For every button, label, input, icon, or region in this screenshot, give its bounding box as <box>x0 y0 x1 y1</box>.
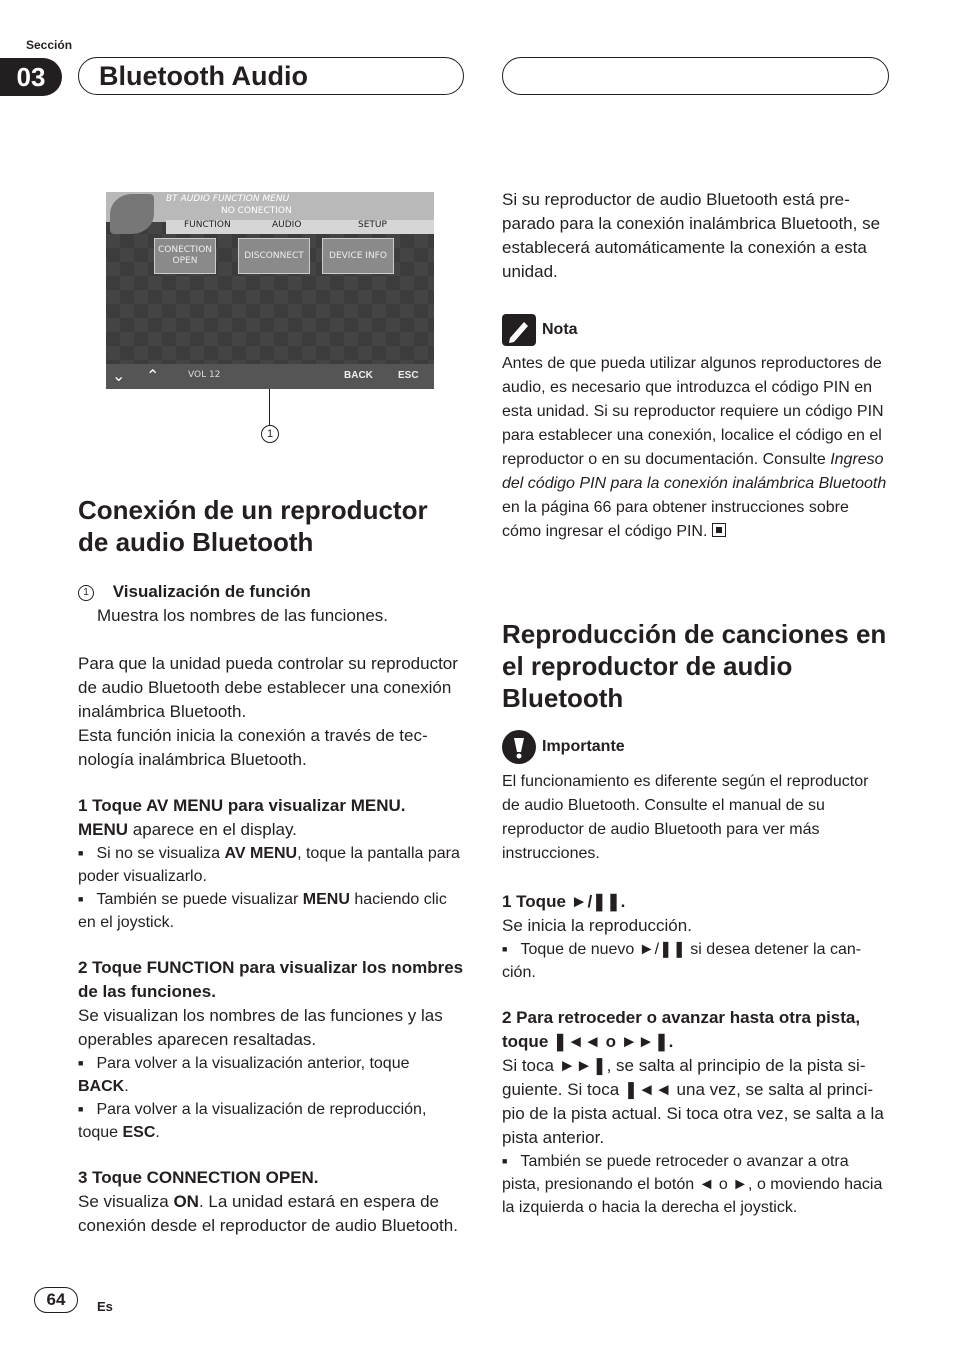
screen-tab-function: FUNCTION <box>184 220 231 230</box>
right-heading: Reproducción de canciones en el reproductor de audio Bluetooth <box>502 619 887 713</box>
item-desc: Muestra los nombres de las funciones. <box>97 606 389 625</box>
step-3: 3 Toque CONNECTION OPEN. <box>78 1168 319 1187</box>
section-title-box <box>78 57 464 95</box>
screen-tab-setup: SETUP <box>358 220 387 230</box>
bt-logo-icon <box>110 194 154 234</box>
step-1-desc-bold: MENU <box>78 820 129 839</box>
step-2-desc: Se visualizan los nombres de las funciones y las operables aparecen resaltadas. <box>78 1006 443 1049</box>
section-empty-box <box>502 57 889 95</box>
screen-back: BACK <box>344 370 373 381</box>
end-square-icon <box>712 523 726 537</box>
important-icon <box>502 730 536 764</box>
item-title: Visualización de función <box>112 582 311 601</box>
screen-btn-disconnect: DISCONNECT <box>238 238 310 274</box>
screen-esc: ESC <box>398 370 419 381</box>
right-step-2-bullet: ■ También se puede retroceder o avanzar a otra pista, presionando el botón ◄ o ►, o moviendo hacia la izquierda o hacia la derecha el joystick. <box>502 1150 889 1219</box>
left-heading: Conexión de un reproductor de audio Bluetooth <box>78 495 428 557</box>
item-number: 1 <box>78 585 94 601</box>
language-code: Es <box>97 1299 113 1314</box>
screen-title: BT AUDIO FUNCTION MENU <box>166 194 290 204</box>
section-title: Bluetooth Audio <box>99 61 308 91</box>
screen-volume: VOL 12 <box>188 370 221 380</box>
important-label: Importante <box>542 738 625 755</box>
note-label: Nota <box>542 321 578 338</box>
important-text: El funcionamiento es diferente según el reproductor de audio Bluetooth. Consulte el manual de su reproductor de audio Bluetooth para ver más instrucciones. <box>502 773 869 862</box>
note-text: Antes de que pueda utilizar algunos reproductores de audio, es necesario que introduzca el código PIN en esta unidad. Si su reproductor requiere un código PIN para establecer una conexión, localice el código en el reproductor o en su documentación. Consulte Ingreso del código PIN para la conexión inalámbrica Bluetooth en la página 66 para obtener instrucciones sobre cómo ingresar el código PIN. <box>502 355 887 540</box>
screen-subtitle: NO CONECTION <box>221 206 292 216</box>
function-menu-screenshot <box>106 192 434 389</box>
callout-number: 1 <box>261 425 279 443</box>
step-1: 1 Toque AV MENU para visualizar MENU. <box>78 796 406 815</box>
step-1-desc: aparece en el display. <box>128 820 297 839</box>
right-step-2: 2 Para retroceder o avanzar hasta otra pista, toque ❚◄◄ o ►►❚. <box>502 1008 861 1051</box>
section-number: 03 <box>0 58 62 96</box>
step-2: 2 Toque FUNCTION para visualizar los nombres de las funciones. <box>78 958 464 1001</box>
note-pencil-icon <box>502 314 536 346</box>
callout-line <box>269 389 270 425</box>
right-column <box>502 188 889 1219</box>
chevron-down-icon: ⌄ <box>112 368 126 385</box>
right-step-1: 1 Toque ►/❚❚. <box>502 892 626 911</box>
screen-tab-audio: AUDIO <box>272 220 302 230</box>
right-step-1-desc: Se inicia la reproducción. <box>502 916 692 935</box>
page-number: 64 <box>34 1287 78 1313</box>
intro-2: Esta función inicia la conexión a través de tecnología inalámbrica Bluetooth. <box>78 726 428 769</box>
chevron-up-icon: ⌃ <box>146 368 160 385</box>
intro-1: Para que la unidad pueda controlar su reproductor de audio Bluetooth debe establecer una conexión inalámbrica Bluetooth. <box>78 654 458 721</box>
screen-btn-device-info: DEVICE INFO <box>322 238 394 274</box>
right-step-1-bullet: ■ Toque de nuevo ►/❚❚ si desea detener la canción. <box>502 938 889 984</box>
section-label: Sección <box>26 38 73 52</box>
screen-header <box>106 192 434 222</box>
screen-btn-conection-open: CONECTION OPEN <box>154 238 216 274</box>
right-step-2-desc: Si toca ►►❚, se salta al principio de la pista siguiente. Si toca ❚◄◄ una vez, se salta al principio de la pista actual. Si toca otra vez, se salta a la pista anterior. <box>502 1056 884 1147</box>
left-column: Conexión de un reproductor de audio Bluetooth 1 Visualización de función Muestra los nombres de las funciones. Para que la unidad pueda controlar su reproductor de audio Bluetooth debe establecer una conexión inalámbrica Bluetooth. Esta función inicia la conexión a través de tecnología inalámbrica Bluetooth. 1 Toque AV MENU para visualizar MENU. MENU aparece en el display. ■ Si no se visualiza AV MENU, toque la pantalla para poder visualizarlo. ■ También se puede visualizar MENU haciendo clic en el joystick. 2 Toque FUNCTION para visualizar los nombres de las funciones. Se visualizan los nombres de las funciones y las operables aparecen resaltadas. ■ Para volver a la visualización anterior, toque BACK. ■ Para volver a la visualización de reproducción, toque ESC. 3 Toque CONNECTION OPEN. Se visualiza ON. La unidad estará en espera de conexión desde el reproductor de audio Bluetooth. <box>78 494 464 1238</box>
screen-footer <box>106 364 434 389</box>
right-para-1: Si su reproductor de audio Bluetooth está preparado para la conexión inalámbrica Bluetooth, se establecerá automáticamente la conexión a esta unidad. <box>502 190 881 281</box>
